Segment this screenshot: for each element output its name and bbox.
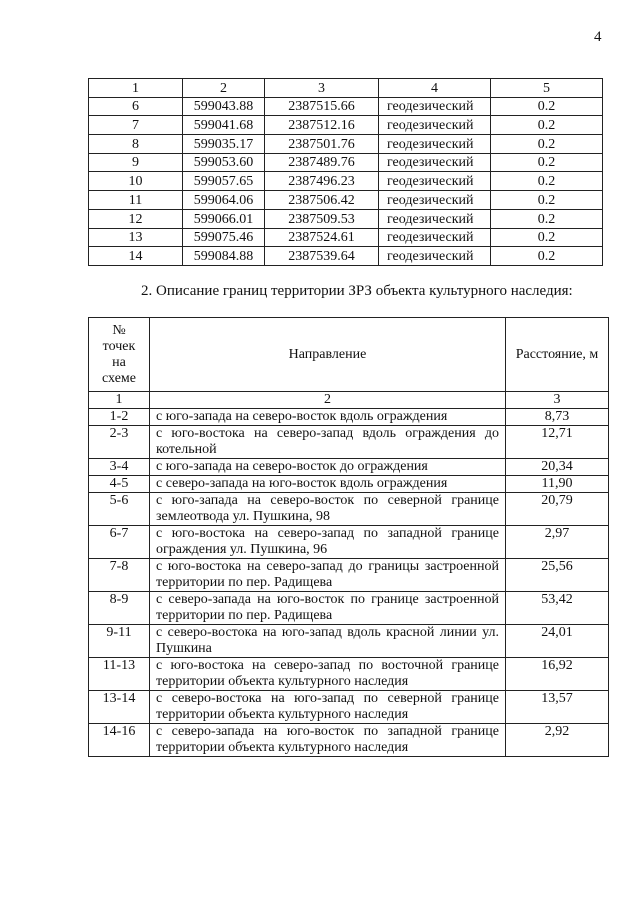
boundary-direction-cell: с юго-запада на северо-восток по северной границе землеотвода ул. Пушкина, 98: [150, 493, 506, 526]
table-cell: 0.2: [491, 135, 603, 154]
column-number: 3: [506, 392, 609, 409]
table-cell: 599043.88: [183, 97, 265, 116]
boundary-distance-cell: 53,42: [506, 592, 609, 625]
boundary-direction-cell: с северо-запада на юго-восток по границе застроенной территории по пер. Радищева: [150, 592, 506, 625]
table-row: [89, 476, 609, 493]
table-row: [89, 625, 609, 658]
boundary-distance-cell: 8,73: [506, 409, 609, 426]
column-number-row: [89, 392, 609, 409]
boundary-points-cell: 4-5: [89, 476, 150, 493]
boundary-direction-cell: с юго-востока на северо-запад по западной границе ограждения ул. Пушкина, 96: [150, 526, 506, 559]
header-distance: Расстояние, м: [506, 318, 609, 392]
table-row: [89, 116, 603, 135]
table-cell: геодезический: [379, 191, 491, 210]
table-row: [89, 493, 609, 526]
coordinates-table: [88, 78, 603, 266]
table-cell: 11: [89, 191, 183, 210]
table-cell: 8: [89, 135, 183, 154]
boundary-points-cell: 2-3: [89, 426, 150, 459]
boundary-distance-cell: 24,01: [506, 625, 609, 658]
boundary-distance-cell: 2,97: [506, 526, 609, 559]
boundary-description-table: [88, 317, 609, 757]
coords-header-row: [89, 79, 603, 98]
table-cell: 6: [89, 97, 183, 116]
header-points-line: точек: [102, 338, 136, 354]
table-row: [89, 153, 603, 172]
section-title: 2. Описание границ территории ЗРЗ объекта культурного наследия:: [141, 283, 573, 299]
boundary-points-cell: 7-8: [89, 559, 150, 592]
table-cell: геодезический: [379, 116, 491, 135]
table-cell: 3: [265, 79, 379, 98]
table-cell: 2387512.16: [265, 116, 379, 135]
table-cell: 1: [89, 79, 183, 98]
table-cell: 13: [89, 228, 183, 247]
boundary-points-cell: 1-2: [89, 409, 150, 426]
header-points-line: схеме: [102, 370, 136, 386]
boundary-direction-cell: с юго-запада на северо-восток до ограждения: [150, 459, 506, 476]
table-cell: 2387515.66: [265, 97, 379, 116]
table-cell: 0.2: [491, 247, 603, 266]
table-row: [89, 724, 609, 757]
table-cell: геодезический: [379, 153, 491, 172]
table-cell: 7: [89, 116, 183, 135]
table-row: [89, 228, 603, 247]
table-cell: 599075.46: [183, 228, 265, 247]
boundary-direction-cell: с северо-запада на юго-восток вдоль ограждения: [150, 476, 506, 493]
table-cell: 0.2: [491, 228, 603, 247]
table-row: [89, 172, 603, 191]
boundary-points-cell: 3-4: [89, 459, 150, 476]
table-row: [89, 592, 609, 625]
table-cell: 10: [89, 172, 183, 191]
table-cell: 2387489.76: [265, 153, 379, 172]
table-cell: 2387506.42: [265, 191, 379, 210]
table-row: [89, 191, 603, 210]
boundary-distance-cell: 12,71: [506, 426, 609, 459]
table-cell: 599084.88: [183, 247, 265, 266]
boundary-direction-cell: с юго-востока на северо-запад вдоль ограждения до котельной: [150, 426, 506, 459]
table-cell: 599057.65: [183, 172, 265, 191]
boundary-distance-cell: 2,92: [506, 724, 609, 757]
table-cell: 9: [89, 153, 183, 172]
boundary-points-cell: 11-13: [89, 658, 150, 691]
table-cell: 0.2: [491, 191, 603, 210]
boundary-points-cell: 14-16: [89, 724, 150, 757]
table-row: [89, 209, 603, 228]
table-cell: 2387501.76: [265, 135, 379, 154]
table-cell: 12: [89, 209, 183, 228]
table-cell: 599053.60: [183, 153, 265, 172]
table-row: [89, 526, 609, 559]
boundary-distance-cell: 20,34: [506, 459, 609, 476]
table-cell: 599041.68: [183, 116, 265, 135]
table-cell: 2387539.64: [265, 247, 379, 266]
table-row: [89, 97, 603, 116]
header-points-line: №: [112, 322, 126, 338]
table-cell: 599066.01: [183, 209, 265, 228]
table-cell: 2387509.53: [265, 209, 379, 228]
table-row: [89, 459, 609, 476]
boundary-direction-cell: с юго-запада на северо-восток вдоль ограждения: [150, 409, 506, 426]
boundary-direction-cell: с юго-востока на северо-запад до границы застроенной территории по пер. Радищева: [150, 559, 506, 592]
table-cell: геодезический: [379, 209, 491, 228]
header-points: [89, 318, 150, 392]
table-cell: 0.2: [491, 172, 603, 191]
table-row: [89, 658, 609, 691]
table-row: [89, 426, 609, 459]
boundary-direction-cell: с северо-запада на юго-восток по западной границе территории объекта культурного наследия: [150, 724, 506, 757]
table-cell: 599064.06: [183, 191, 265, 210]
boundary-distance-cell: 11,90: [506, 476, 609, 493]
table-cell: 2387496.23: [265, 172, 379, 191]
table-cell: геодезический: [379, 247, 491, 266]
table-cell: 0.2: [491, 209, 603, 228]
column-number: 2: [150, 392, 506, 409]
table-cell: 14: [89, 247, 183, 266]
table-row: [89, 691, 609, 724]
boundary-direction-cell: с северо-востока на юго-запад вдоль красной линии ул. Пушкина: [150, 625, 506, 658]
table-cell: геодезический: [379, 228, 491, 247]
table-cell: 599035.17: [183, 135, 265, 154]
header-direction: Направление: [150, 318, 506, 392]
table-row: [89, 247, 603, 266]
boundary-distance-cell: 13,57: [506, 691, 609, 724]
boundary-direction-cell: с юго-востока на северо-запад по восточной границе территории объекта культурного наследия: [150, 658, 506, 691]
page-number: 4: [594, 29, 602, 45]
boundary-table-header: [89, 318, 609, 392]
table-row: [89, 409, 609, 426]
table-cell: геодезический: [379, 97, 491, 116]
boundary-distance-cell: 16,92: [506, 658, 609, 691]
boundary-points-cell: 9-11: [89, 625, 150, 658]
table-cell: 0.2: [491, 97, 603, 116]
header-points-line: на: [112, 354, 126, 370]
boundary-distance-cell: 20,79: [506, 493, 609, 526]
boundary-direction-cell: с северо-востока на юго-запад по северной границе территории объекта культурного наследия: [150, 691, 506, 724]
table-cell: геодезический: [379, 135, 491, 154]
table-cell: 0.2: [491, 153, 603, 172]
boundary-points-cell: 5-6: [89, 493, 150, 526]
table-cell: 4: [379, 79, 491, 98]
boundary-points-cell: 13-14: [89, 691, 150, 724]
table-row: [89, 135, 603, 154]
boundary-distance-cell: 25,56: [506, 559, 609, 592]
table-cell: 0.2: [491, 116, 603, 135]
table-cell: 2387524.61: [265, 228, 379, 247]
table-cell: 2: [183, 79, 265, 98]
boundary-points-cell: 8-9: [89, 592, 150, 625]
table-cell: 5: [491, 79, 603, 98]
boundary-points-cell: 6-7: [89, 526, 150, 559]
table-row: [89, 559, 609, 592]
table-cell: геодезический: [379, 172, 491, 191]
column-number: 1: [89, 392, 150, 409]
